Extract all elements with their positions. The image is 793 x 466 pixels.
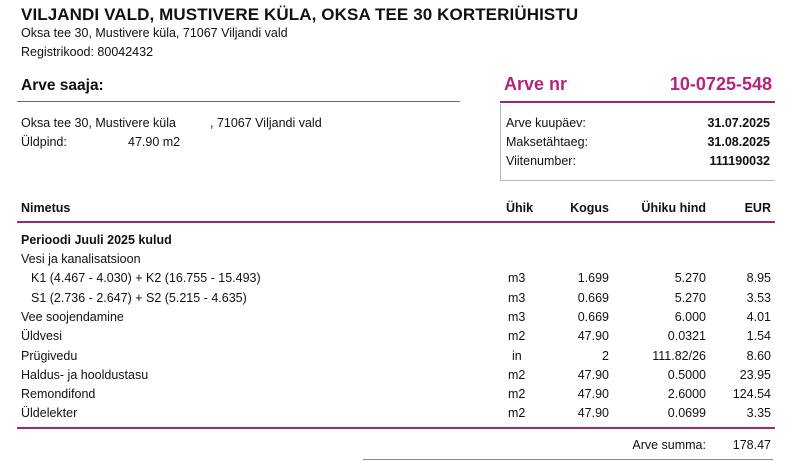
- row-qty: 2: [602, 349, 609, 363]
- row-qty: 47.90: [577, 387, 609, 401]
- row-eur: 3.53: [746, 291, 771, 305]
- row-qty: 47.90: [577, 329, 609, 343]
- row-unit: m2: [508, 406, 526, 420]
- col-header-unit: Ühik: [506, 201, 534, 215]
- row-unit: m2: [508, 329, 526, 343]
- row-price: 0.0321: [667, 329, 706, 343]
- row-unit: in: [512, 349, 522, 363]
- row-eur: 124.54: [732, 387, 771, 401]
- row-eur: 8.60: [746, 349, 771, 363]
- row-name: S1 (2.736 - 2.647) + S2 (5.215 - 4.635): [31, 291, 247, 305]
- col-header-name: Nimetus: [21, 201, 71, 215]
- row-name: Üldvesi: [21, 329, 62, 343]
- row-price: 5.270: [674, 271, 706, 285]
- row-unit: m2: [508, 368, 526, 382]
- row-name: Vee soojendamine: [21, 310, 124, 324]
- invoice-number: 10-0725-548: [669, 74, 772, 94]
- row-price: 0.0699: [667, 406, 706, 420]
- total-underline: [363, 459, 773, 460]
- row-unit: m3: [508, 271, 526, 285]
- company-reg-code: Registrikood: 80042432: [21, 45, 154, 59]
- recipient-divider: [17, 101, 460, 102]
- row-eur: 4.01: [746, 310, 771, 324]
- row-price: 0.5000: [667, 368, 706, 382]
- invoice-label: Arve nr: [504, 74, 568, 94]
- company-name: VILJANDI VALD, MUSTIVERE KÜLA, OKSA TEE 30 KORTERIÜHISTU: [21, 5, 579, 24]
- row-eur: 23.95: [739, 368, 771, 382]
- row-qty: 1.699: [577, 271, 609, 285]
- row-price: 5.270: [674, 291, 706, 305]
- row-qty: 0.669: [577, 310, 609, 324]
- invoice-date-label: Arve kuupäev:: [506, 116, 586, 130]
- col-header-eur: EUR: [744, 201, 771, 215]
- row-price: 111.82/26: [652, 349, 706, 363]
- due-date-value: 31.08.2025: [707, 135, 770, 149]
- row-price: 2.6000: [667, 387, 706, 401]
- reference-value: 111190032: [709, 154, 770, 168]
- table-footer-divider: [17, 427, 775, 429]
- row-eur: 1.54: [746, 329, 771, 343]
- invoice-date-value: 31.07.2025: [707, 116, 770, 130]
- invoice-box-left-border: [500, 104, 501, 180]
- due-date-label: Maksetähtaeg:: [506, 135, 588, 149]
- company-address: Oksa tee 30, Mustivere küla, 71067 Viljandi vald: [21, 26, 288, 40]
- row-qty: 0.669: [577, 291, 609, 305]
- row-price: 6.000: [674, 310, 706, 324]
- recipient-heading: Arve saaja:: [21, 77, 104, 94]
- col-header-qty: Kogus: [570, 201, 609, 215]
- invoice-header-divider: [500, 101, 775, 103]
- row-qty: 47.90: [577, 368, 609, 382]
- row-name: Üldelekter: [21, 406, 78, 420]
- row-name: Vesi ja kanalisatsioon: [21, 252, 141, 266]
- row-eur: 8.95: [746, 271, 771, 285]
- invoice-box-bottom-border: [500, 180, 775, 181]
- total-value: 178.47: [732, 438, 771, 452]
- row-unit: m2: [508, 387, 526, 401]
- col-header-price: Ühiku hind: [641, 201, 706, 215]
- row-qty: 47.90: [577, 406, 609, 420]
- row-name: Haldus- ja hooldustasu: [21, 368, 149, 382]
- row-unit: m3: [508, 291, 526, 305]
- row-eur: 3.35: [746, 406, 771, 420]
- recipient-address-city: , 71067 Viljandi vald: [210, 116, 322, 130]
- area-label: Üldpind:: [21, 135, 67, 149]
- area-value: 47.90 m2: [128, 135, 181, 149]
- row-name: Prügivedu: [21, 349, 78, 363]
- period-title: Perioodi Juuli 2025 kulud: [21, 233, 172, 247]
- reference-label: Viitenumber:: [506, 154, 576, 168]
- row-name: K1 (4.467 - 4.030) + K2 (16.755 - 15.493): [31, 271, 261, 285]
- total-label: Arve summa:: [632, 438, 706, 452]
- table-header-divider: [17, 221, 775, 223]
- row-unit: m3: [508, 310, 526, 324]
- recipient-address-street: Oksa tee 30, Mustivere küla: [21, 116, 176, 130]
- row-name: Remondifond: [21, 387, 96, 401]
